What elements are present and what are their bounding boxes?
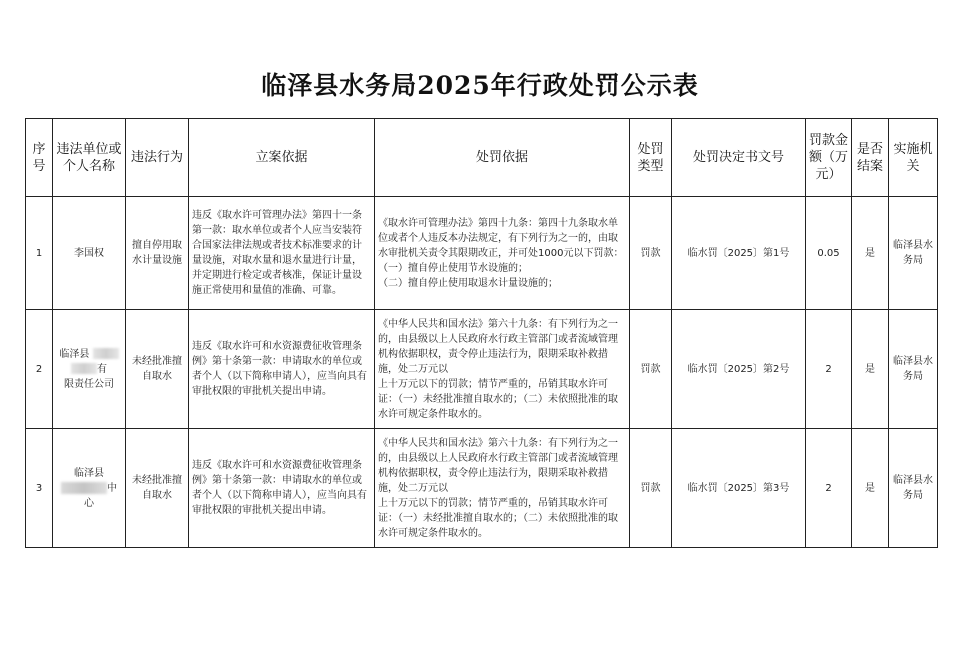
penalty-basis-line: 《取水许可管理办法》第四十九条：第四十九条取水单位或者个人违反本办法规定，有下列行为之一的，由取水审批机关责令其限期改正，并可处1000元以下罚款：（一）擅自停止使用节水设施的； — [378, 217, 624, 274]
row-fine-amount: 0.05 — [806, 197, 852, 310]
row-penalty-basis — [375, 310, 630, 429]
header-row — [26, 119, 938, 197]
party-name-part: 临泽县 — [59, 348, 90, 360]
party-name-part: 心 — [84, 497, 94, 509]
row-decision-number: 临水罚〔2025〕第2号 — [672, 310, 806, 429]
penalty-basis-line: 《中华人民共和国水法》第六十九条：有下列行为之一的，由县级以上人民政府水行政主管部门或者流域管理机构依据职权，责令停止违法行为，限期采取补救措施，处二万元以 — [378, 437, 618, 494]
row-filing-basis: 违反《取水许可和水资源费征收管理条例》第十条第一款：申请取水的单位或者个人（以下简称申请人），应当向具有审批权限的审批机关提出申请。 — [189, 310, 375, 429]
row-act: 擅自停用取水计量设施 — [126, 197, 189, 310]
row-closed: 是 — [852, 197, 889, 310]
row-fine-amount: 2 — [806, 310, 852, 429]
row-decision-number: 临水罚〔2025〕第3号 — [672, 429, 806, 548]
header-closed: 是否结案 — [852, 119, 889, 197]
penalty-basis-line: 上十万元以下的罚款；情节严重的，吊销其取水许可证：（一）未经批准擅自取水的；（二）未依照批准的取水许可规定条件取水的。 — [378, 497, 618, 539]
table-row — [26, 429, 938, 548]
redacted-text — [93, 348, 119, 359]
table-row — [26, 310, 938, 429]
row-party — [53, 429, 126, 548]
row-act: 未经批准擅自取水 — [126, 310, 189, 429]
header-penalty-basis: 处罚依据 — [375, 119, 630, 197]
header-act: 违法行为 — [126, 119, 189, 197]
row-closed: 是 — [852, 429, 889, 548]
row-filing-basis: 违反《取水许可管理办法》第四十一条第一款：取水单位或者个人应当安装符合国家法律法规或者技术标准要求的计量设施，对取水量和退水量进行计量，并定期进行检定或者核准，保证计量设施正常使用和量值的准确、可靠。 — [189, 197, 375, 310]
row-decision-number: 临水罚〔2025〕第1号 — [672, 197, 806, 310]
party-name-part: 有 — [97, 363, 107, 375]
row-penalty-type: 罚款 — [630, 429, 672, 548]
penalty-basis-line: （二）擅自停止使用取退水计量设施的； — [378, 277, 558, 289]
header-penalty-type: 处罚类型 — [630, 119, 672, 197]
party-name-part: 中 — [107, 482, 117, 494]
table-row — [26, 197, 938, 310]
header-filing-basis: 立案依据 — [189, 119, 375, 197]
row-agency: 临泽县水务局 — [889, 429, 938, 548]
row-act: 未经批准擅自取水 — [126, 429, 189, 548]
row-agency: 临泽县水务局 — [889, 310, 938, 429]
redacted-text — [71, 363, 97, 374]
row-filing-basis: 违反《取水许可和水资源费征收管理条例》第十条第一款：申请取水的单位或者个人（以下简称申请人），应当向具有审批权限的审批机关提出申请。 — [189, 429, 375, 548]
row-fine-amount: 2 — [806, 429, 852, 548]
party-name-part: 限责任公司 — [64, 378, 114, 390]
header-decision-number: 处罚决定书文号 — [672, 119, 806, 197]
penalty-basis-line: 《中华人民共和国水法》第六十九条：有下列行为之一的，由县级以上人民政府水行政主管部门或者流域管理机构依据职权，责令停止违法行为，限期采取补救措施，处二万元以 — [378, 318, 618, 375]
header-agency: 实施机关 — [889, 119, 938, 197]
party-name-part: 临泽县 — [74, 467, 104, 479]
row-seq: 2 — [26, 310, 53, 429]
header-seq: 序号 — [26, 119, 53, 197]
row-party — [53, 310, 126, 429]
header-fine-amount: 罚款金额（万元） — [806, 119, 852, 197]
row-penalty-type: 罚款 — [630, 197, 672, 310]
row-agency: 临泽县水务局 — [889, 197, 938, 310]
row-penalty-type: 罚款 — [630, 310, 672, 429]
header-party: 违法单位或个人名称 — [53, 119, 126, 197]
row-penalty-basis — [375, 197, 630, 310]
row-closed: 是 — [852, 310, 889, 429]
row-seq: 3 — [26, 429, 53, 548]
page-title: 临泽县水务局2025年行政处罚公示表 — [261, 71, 699, 100]
row-seq: 1 — [26, 197, 53, 310]
penalty-table — [25, 118, 938, 548]
row-penalty-basis — [375, 429, 630, 548]
penalty-basis-line: 上十万元以下的罚款；情节严重的，吊销其取水许可证：（一）未经批准擅自取水的；（二）未依照批准的取水许可规定条件取水的。 — [378, 378, 618, 420]
redacted-text — [61, 482, 107, 494]
row-party: 李国权 — [53, 197, 126, 310]
